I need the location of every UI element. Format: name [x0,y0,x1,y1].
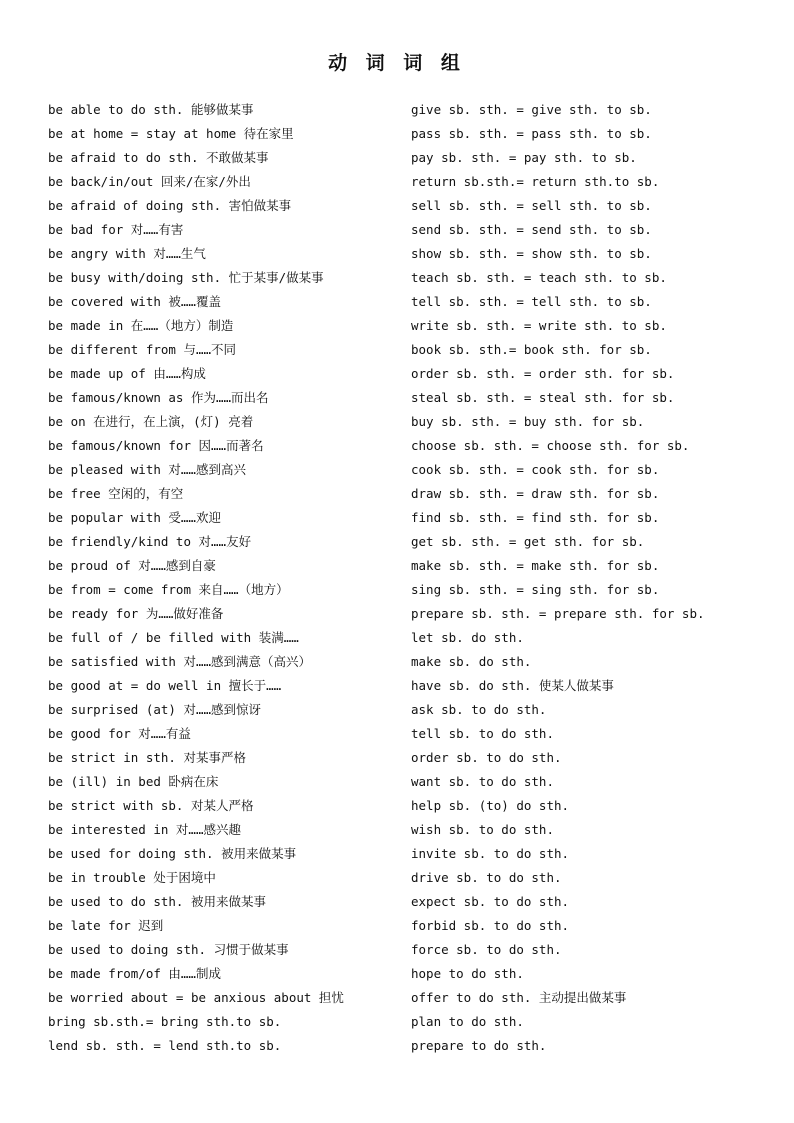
phrase-entry: hope to do sth. [411,966,524,981]
phrase-entry: be good at = do well in 擅长于…… [48,678,282,693]
phrase-entry: choose sb. sth. = choose sth. for sb. [411,438,690,453]
phrase-entry: be famous/known as 作为……而出名 [48,390,269,405]
phrase-entry: be made from/of 由……制成 [48,966,221,981]
phrase-entry: be strict with sb. 对某人严格 [48,798,254,813]
phrase-entry: sing sb. sth. = sing sth. for sb. [411,582,660,597]
phrase-entry: be used for doing sth. 被用来做某事 [48,846,297,861]
phrase-entry: give sb. sth. = give sth. to sb. [411,102,652,117]
phrase-entry: bring sb.sth.= bring sth.to sb. [48,1014,282,1029]
phrase-entry: be full of / be filled with 装满…… [48,630,299,645]
phrase-entry: be pleased with 对……感到高兴 [48,462,246,477]
phrase-entry: be worried about = be anxious about 担忧 [48,990,344,1005]
phrase-entry: write sb. sth. = write sth. to sb. [411,318,667,333]
phrase-entry: be bad for 对……有害 [48,222,184,237]
phrase-entry: be used to doing sth. 习惯于做某事 [48,942,289,957]
phrase-entry: be surprised (at) 对……感到惊讶 [48,702,262,717]
phrase-entry: ask sb. to do sth. [411,702,547,717]
phrase-entry: cook sb. sth. = cook sth. for sb. [411,462,660,477]
phrase-entry: be free 空闲的，有空 [48,486,184,501]
phrase-entry: be busy with/doing sth. 忙于某事/做某事 [48,270,324,285]
right-column-phrase-list [411,98,771,1058]
phrase-entry: help sb. (to) do sth. [411,798,570,813]
phrase-entry: show sb. sth. = show sth. to sb. [411,246,652,261]
phrase-entry: let sb. do sth. [411,630,524,645]
phrase-entry: be satisfied with 对……感到满意（高兴） [48,654,312,669]
phrase-entry: buy sb. sth. = buy sth. for sb. [411,414,645,429]
phrase-entry: teach sb. sth. = teach sth. to sb. [411,270,667,285]
phrase-entry: sell sb. sth. = sell sth. to sb. [411,198,652,213]
phrase-entry: return sb.sth.= return sth.to sb. [411,174,660,189]
phrase-entry: be different from 与……不同 [48,342,237,357]
phrase-entry: force sb. to do sth. [411,942,562,957]
phrase-entry: be made in 在……（地方）制造 [48,318,234,333]
phrase-entry: book sb. sth.= book sth. for sb. [411,342,652,357]
phrase-entry: send sb. sth. = send sth. to sb. [411,222,652,237]
phrase-entry: tell sb. to do sth. [411,726,554,741]
phrase-entry: be interested in 对……感兴趣 [48,822,241,837]
phrase-entry: be proud of 对……感到自豪 [48,558,216,573]
phrase-entry: make sb. do sth. [411,654,532,669]
phrase-entry: be late for 迟到 [48,918,164,933]
phrase-entry: pay sb. sth. = pay sth. to sb. [411,150,637,165]
phrase-entry: be (ill) in bed 卧病在床 [48,774,219,789]
phrase-entry: make sb. sth. = make sth. for sb. [411,558,660,573]
phrase-entry: be ready for 为……做好准备 [48,606,224,621]
page-title: 动 词 词 组 [328,52,466,74]
phrase-entry: forbid sb. to do sth. [411,918,570,933]
phrase-entry: drive sb. to do sth. [411,870,562,885]
phrase-entry: want sb. to do sth. [411,774,554,789]
phrase-entry: be afraid to do sth. 不敢做某事 [48,150,269,165]
phrase-entry: order sb. sth. = order sth. for sb. [411,366,675,381]
phrase-entry: be able to do sth. 能够做某事 [48,102,254,117]
phrase-entry: be made up of 由……构成 [48,366,206,381]
phrase-entry: invite sb. to do sth. [411,846,570,861]
phrase-entry: have sb. do sth. 使某人做某事 [411,678,614,693]
phrase-entry: wish sb. to do sth. [411,822,554,837]
phrase-entry: plan to do sth. [411,1014,524,1029]
phrase-entry: be friendly/kind to 对……友好 [48,534,252,549]
phrase-entry: be on 在进行，在上演，(灯) 亮着 [48,414,254,429]
phrase-entry: be back/in/out 回来/在家/外出 [48,174,251,189]
phrase-entry: lend sb. sth. = lend sth.to sb. [48,1038,282,1053]
phrase-entry: be at home = stay at home 待在家里 [48,126,294,141]
phrase-entry: draw sb. sth. = draw sth. for sb. [411,486,660,501]
phrase-entry: be from = come from 来自……（地方） [48,582,289,597]
phrase-entry: be used to do sth. 被用来做某事 [48,894,266,909]
phrase-entry: be strict in sth. 对某事严格 [48,750,246,765]
phrase-entry: be afraid of doing sth. 害怕做某事 [48,198,292,213]
phrase-entry: be covered with 被……覆盖 [48,294,221,309]
phrase-entry: offer to do sth. 主动提出做某事 [411,990,627,1005]
left-column-phrase-list [48,98,398,1058]
phrase-entry: be angry with 对……生气 [48,246,206,261]
phrase-entry: be popular with 受……欢迎 [48,510,221,525]
phrase-entry: be famous/known for 因……而著名 [48,438,264,453]
phrase-entry: be good for 对……有益 [48,726,191,741]
phrase-entry: order sb. to do sth. [411,750,562,765]
phrase-entry: tell sb. sth. = tell sth. to sb. [411,294,652,309]
phrase-entry: be in trouble 处于困境中 [48,870,216,885]
phrase-entry: expect sb. to do sth. [411,894,570,909]
phrase-entry: get sb. sth. = get sth. for sb. [411,534,645,549]
phrase-entry: prepare to do sth. [411,1038,547,1053]
phrase-entry: find sb. sth. = find sth. for sb. [411,510,660,525]
phrase-entry: pass sb. sth. = pass sth. to sb. [411,126,652,141]
phrase-entry: steal sb. sth. = steal sth. for sb. [411,390,675,405]
phrase-entry: prepare sb. sth. = prepare sth. for sb. [411,606,705,621]
